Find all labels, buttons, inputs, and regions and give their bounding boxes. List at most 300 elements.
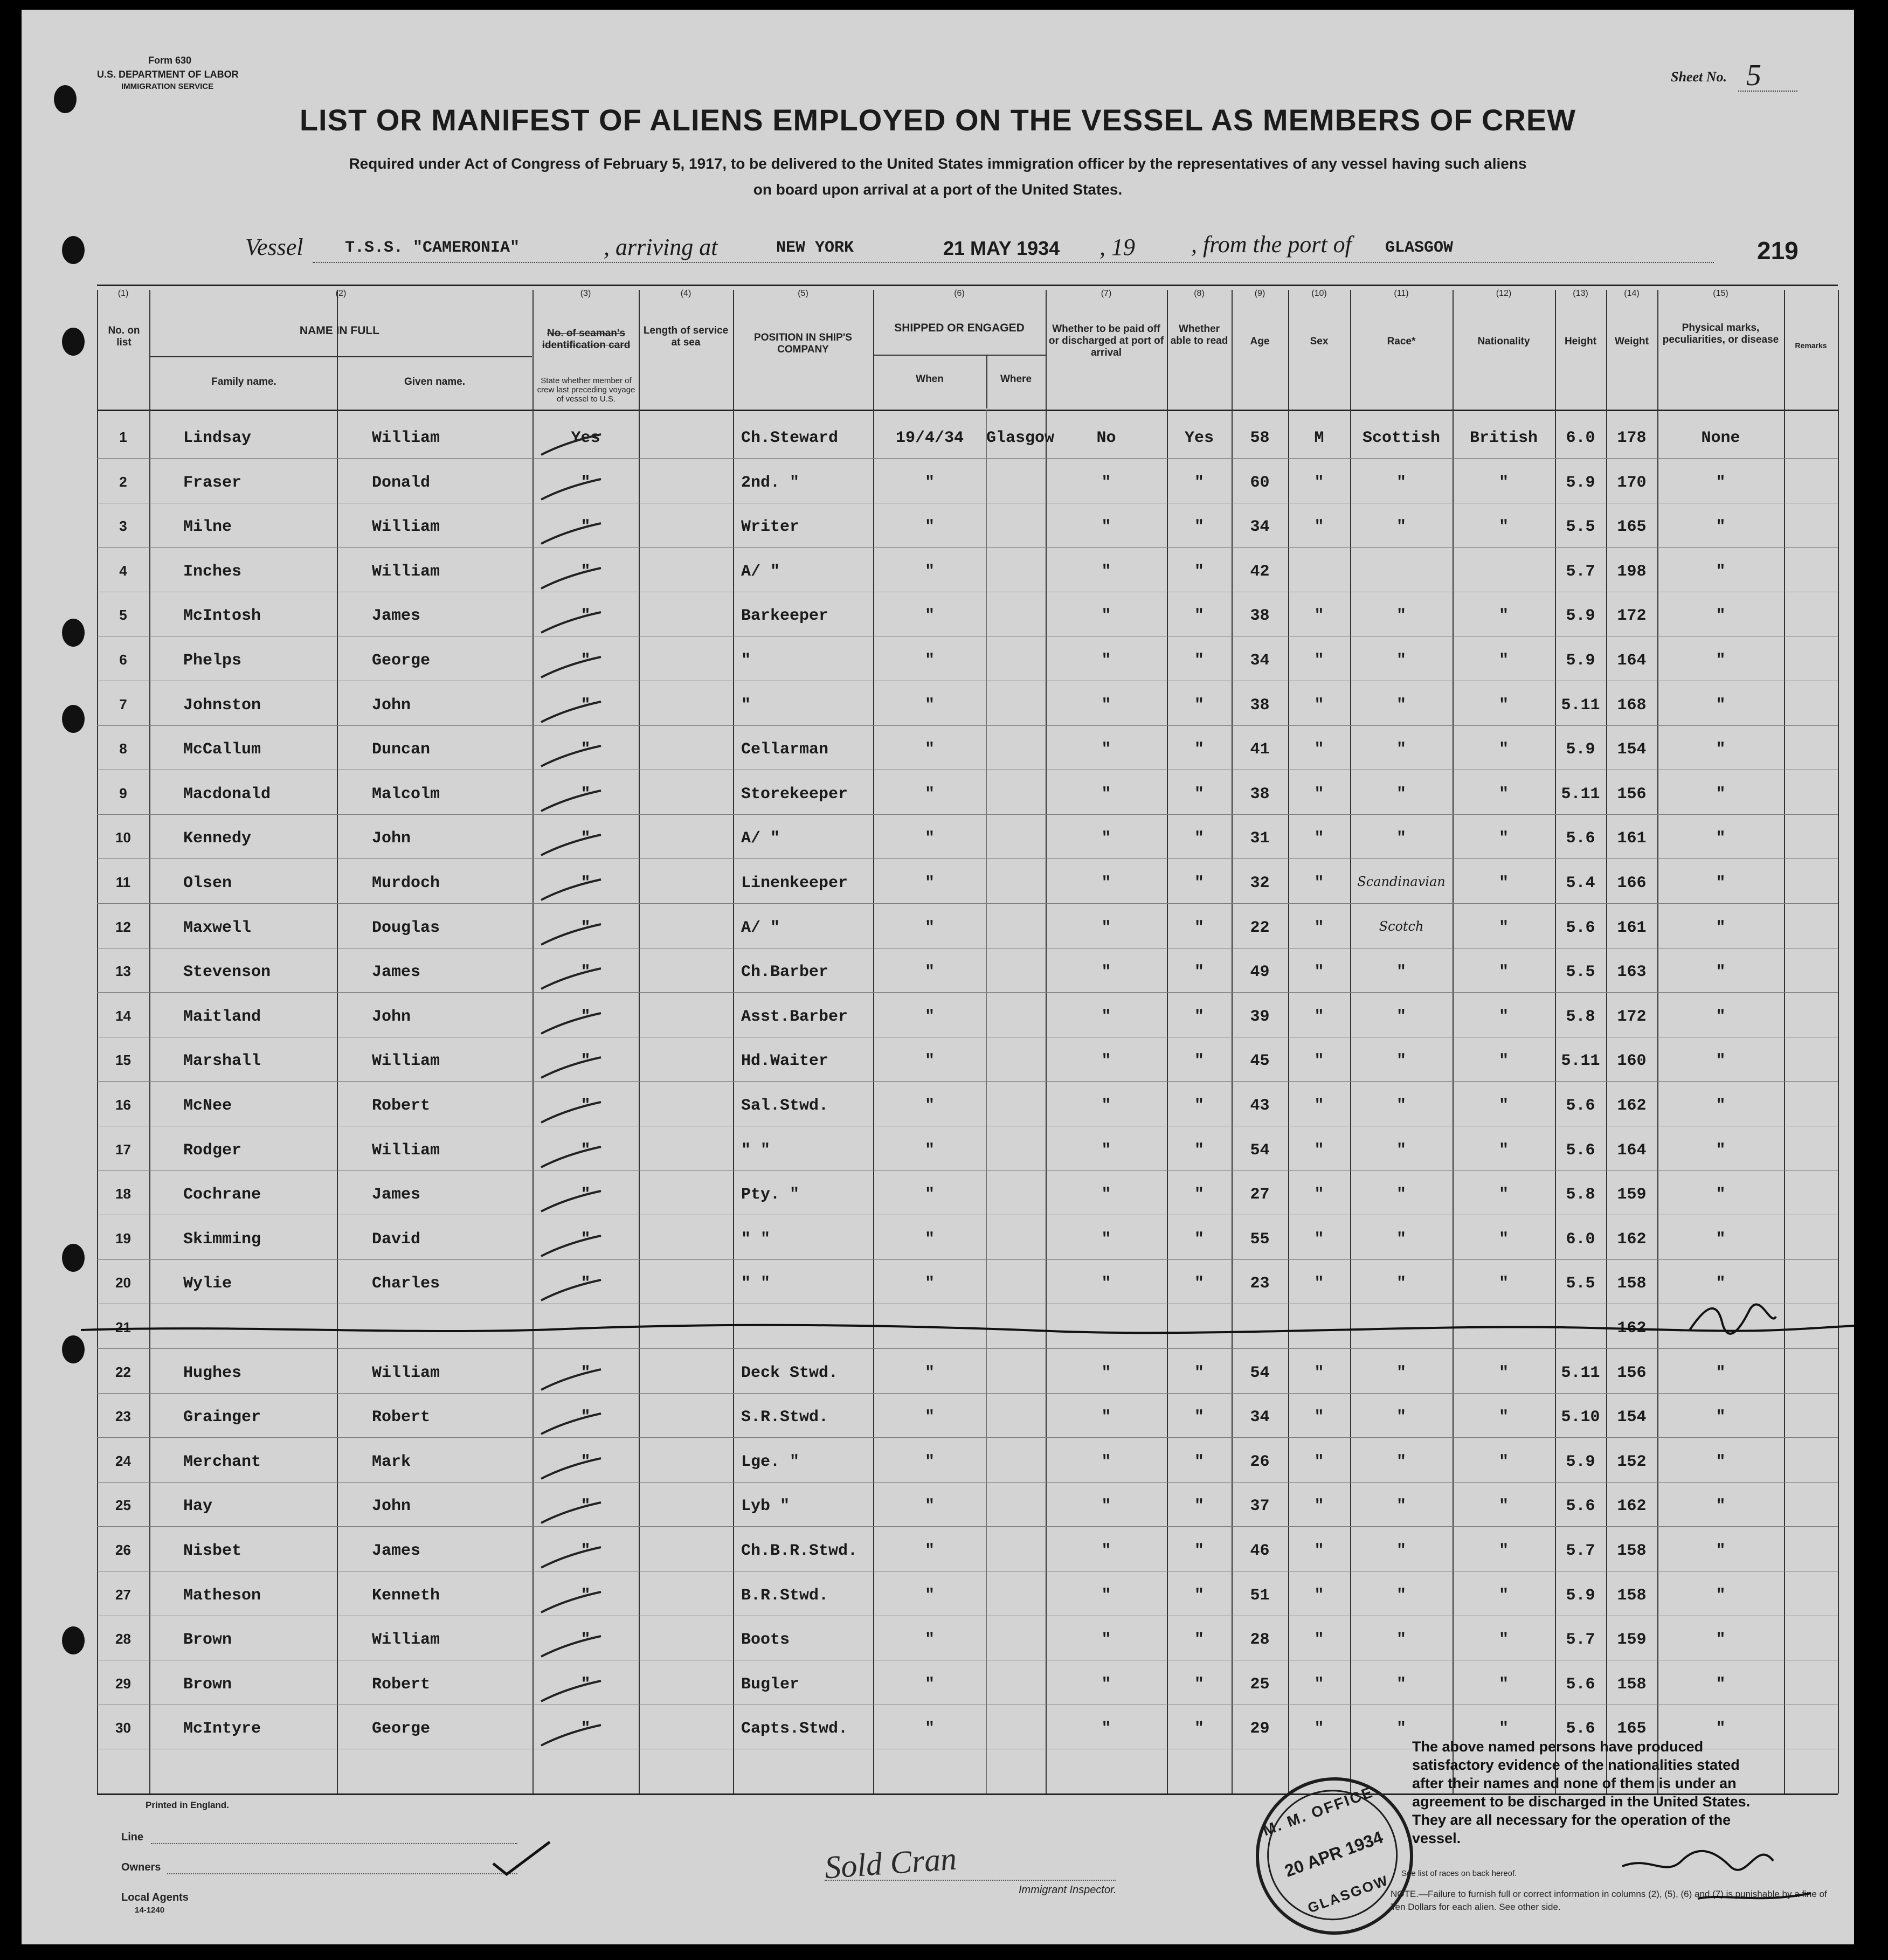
check-stroke-icon xyxy=(539,832,604,858)
row-rule xyxy=(97,1482,1838,1483)
row-2-paid: " xyxy=(1101,474,1111,492)
row-15-pos: Hd.Waiter xyxy=(741,1052,829,1070)
check-stroke-icon xyxy=(539,1188,604,1215)
row-23-nat: " xyxy=(1498,1408,1509,1426)
row-16-sex: " xyxy=(1314,1097,1324,1115)
row-7-race: " xyxy=(1396,696,1406,715)
row-5-no: 5 xyxy=(119,607,127,623)
row-29-wt: 158 xyxy=(1617,1675,1647,1694)
row-6-marks: " xyxy=(1716,652,1726,670)
row-20-when: " xyxy=(924,1275,935,1293)
row-10-paid: " xyxy=(1101,829,1111,848)
row-23-prev: " xyxy=(580,1408,591,1426)
row-18-sex: " xyxy=(1314,1186,1324,1204)
row-1-read: Yes xyxy=(1184,429,1214,447)
header-paid-off: Whether to be paid off or discharged at port of arrival xyxy=(1048,323,1164,358)
inspector-signature: Sold Cran xyxy=(823,1840,958,1886)
shipped-subheader-rule xyxy=(873,355,1046,356)
row-3-no: 3 xyxy=(119,518,127,534)
row-9-no: 9 xyxy=(119,785,127,801)
row-30-no: 30 xyxy=(115,1720,131,1736)
row-1-wt: 178 xyxy=(1617,429,1647,447)
row-29-pos: Bugler xyxy=(741,1675,800,1694)
row-29-given: Robert xyxy=(372,1675,431,1694)
row-6-ht: 5.9 xyxy=(1566,652,1595,670)
row-1-nat: British xyxy=(1469,429,1538,447)
row-7-when: " xyxy=(924,696,935,715)
row-10-nat: " xyxy=(1498,829,1509,848)
row-3-race: " xyxy=(1396,518,1406,536)
row-27-pos: B.R.Stwd. xyxy=(741,1587,829,1605)
row-15-sex: " xyxy=(1314,1052,1324,1070)
row-14-marks: " xyxy=(1716,1008,1726,1026)
row-12-race: Scotch xyxy=(1379,919,1424,934)
check-stroke-icon xyxy=(539,565,604,592)
col-line xyxy=(986,410,987,1793)
header-id-card: No. of seaman's identification card xyxy=(542,328,631,351)
row-13-race: " xyxy=(1396,963,1406,981)
row-27-marks: " xyxy=(1716,1587,1726,1605)
row-8-marks: " xyxy=(1716,740,1726,759)
row-23-family: Grainger xyxy=(183,1408,261,1426)
arriving-label: , arriving at xyxy=(604,234,718,260)
row-3-paid: " xyxy=(1101,518,1111,536)
row-28-race: " xyxy=(1396,1631,1406,1649)
row-1-where: Glasgow xyxy=(986,429,1055,447)
row-27-no: 27 xyxy=(115,1587,131,1603)
check-stroke-icon xyxy=(539,1366,604,1393)
row-12-age: 22 xyxy=(1250,919,1270,937)
row-17-sex: " xyxy=(1314,1141,1324,1160)
row-24-pos: Lge. " xyxy=(741,1453,800,1471)
check-stroke-icon xyxy=(539,1277,604,1304)
row-28-ht: 5.7 xyxy=(1566,1631,1595,1649)
row-26-ht: 5.7 xyxy=(1566,1542,1595,1560)
col-line xyxy=(873,290,874,1793)
row-29-no: 29 xyxy=(115,1675,131,1692)
row-1-when: 19/4/34 xyxy=(895,429,964,447)
row-27-age: 51 xyxy=(1250,1587,1270,1605)
year-label: , 19 xyxy=(1099,234,1135,260)
vessel-label: Vessel xyxy=(245,234,303,260)
row-7-sex: " xyxy=(1314,696,1324,715)
row-17-marks: " xyxy=(1716,1141,1726,1160)
check-stroke-icon xyxy=(539,1455,604,1482)
header-family-name: Family name. xyxy=(211,376,276,387)
row-24-given: Mark xyxy=(372,1453,411,1471)
row-6-wt: 164 xyxy=(1617,652,1647,670)
row-29-marks: " xyxy=(1716,1675,1726,1694)
row-22-age: 54 xyxy=(1250,1364,1270,1382)
sheet-number: 5 xyxy=(1746,59,1761,92)
row-29-read: " xyxy=(1194,1675,1204,1694)
row-2-pos: 2nd. " xyxy=(741,474,800,492)
col-line xyxy=(1167,290,1168,1793)
row-13-nat: " xyxy=(1498,963,1509,981)
row-24-marks: " xyxy=(1716,1453,1726,1471)
owners-underline xyxy=(167,1873,517,1874)
row-5-age: 38 xyxy=(1250,607,1270,625)
row-8-no: 8 xyxy=(119,740,127,757)
row-27-nat: " xyxy=(1498,1587,1509,1605)
row-30-family: McIntyre xyxy=(183,1720,261,1738)
row-16-age: 43 xyxy=(1250,1097,1270,1115)
row-26-pos: Ch.B.R.Stwd. xyxy=(741,1542,858,1560)
row-17-nat: " xyxy=(1498,1141,1509,1160)
row-20-race: " xyxy=(1396,1275,1406,1293)
row-17-ht: 5.6 xyxy=(1566,1141,1595,1160)
row-9-family: Macdonald xyxy=(183,785,271,804)
row-25-prev: " xyxy=(580,1497,591,1515)
row-16-given: Robert xyxy=(372,1097,431,1115)
row-4-family: Inches xyxy=(183,563,242,581)
row-24-no: 24 xyxy=(115,1453,131,1469)
row-30-nat: " xyxy=(1498,1720,1509,1738)
row-25-when: " xyxy=(924,1497,935,1515)
row-16-pos: Sal.Stwd. xyxy=(741,1097,829,1115)
row-9-when: " xyxy=(924,785,935,804)
header-weight: Weight xyxy=(1615,336,1649,347)
row-18-prev: " xyxy=(580,1186,591,1204)
from-label: , from the port of xyxy=(1191,231,1352,258)
row-13-sex: " xyxy=(1314,963,1324,981)
row-15-wt: 160 xyxy=(1617,1052,1647,1070)
header-remarks: Remarks xyxy=(1795,341,1827,350)
row-23-read: " xyxy=(1194,1408,1204,1426)
row-22-when: " xyxy=(924,1364,935,1382)
punch-hole xyxy=(62,1244,85,1272)
row-27-given: Kenneth xyxy=(372,1587,440,1605)
col-line xyxy=(1606,290,1607,1793)
row-rule xyxy=(97,547,1838,548)
check-stroke-icon xyxy=(539,654,604,681)
row-8-wt: 154 xyxy=(1617,740,1647,759)
row-16-no: 16 xyxy=(115,1097,131,1113)
col-line xyxy=(733,290,734,1793)
service: IMMIGRATION SERVICE xyxy=(121,82,214,91)
row-8-prev: " xyxy=(580,740,591,759)
row-9-given: Malcolm xyxy=(372,785,440,804)
row-15-given: William xyxy=(372,1052,440,1070)
col-line xyxy=(1046,290,1047,1793)
row-7-no: 7 xyxy=(119,696,127,712)
row-3-ht: 5.5 xyxy=(1566,518,1595,536)
row-30-read: " xyxy=(1194,1720,1204,1738)
row-22-read: " xyxy=(1194,1364,1204,1382)
header-able-to-read: Whether able to read xyxy=(1170,323,1228,347)
row-15-when: " xyxy=(924,1052,935,1070)
header-no-on-list: No. on list xyxy=(108,325,140,348)
row-7-read: " xyxy=(1194,696,1204,715)
inspector-underline xyxy=(825,1880,1116,1881)
row-15-prev: " xyxy=(580,1052,591,1070)
agents-code: 14-1240 xyxy=(135,1906,165,1915)
row-25-wt: 162 xyxy=(1617,1497,1647,1515)
row-24-prev: " xyxy=(580,1453,591,1471)
col-line xyxy=(1838,290,1839,1793)
row-29-race: " xyxy=(1396,1675,1406,1694)
header-where: Where xyxy=(1000,373,1032,385)
row-8-read: " xyxy=(1194,740,1204,759)
row-19-given: David xyxy=(372,1230,421,1249)
punch-hole xyxy=(62,1626,85,1654)
row-5-read: " xyxy=(1194,607,1204,625)
row-13-when: " xyxy=(924,963,935,981)
row-14-pos: Asst.Barber xyxy=(741,1008,848,1026)
row-17-given: William xyxy=(372,1141,440,1160)
row-3-when: " xyxy=(924,518,935,536)
row-25-family: Hay xyxy=(183,1497,213,1515)
col-line xyxy=(1350,290,1351,1793)
manifest-sheet xyxy=(22,10,1854,1944)
row-16-family: McNee xyxy=(183,1097,232,1115)
col-num: (13) xyxy=(1573,289,1588,298)
row-23-race: " xyxy=(1396,1408,1406,1426)
row-28-when: " xyxy=(924,1631,935,1649)
row-3-family: Milne xyxy=(183,518,232,536)
row-28-family: Brown xyxy=(183,1631,232,1649)
row-25-marks: " xyxy=(1716,1497,1726,1515)
row-13-wt: 163 xyxy=(1617,963,1647,981)
row-rule xyxy=(97,1259,1838,1260)
col-line xyxy=(1555,290,1556,1793)
row-7-ht: 5.11 xyxy=(1561,696,1600,715)
row-26-read: " xyxy=(1194,1542,1204,1560)
col-num: (2) xyxy=(335,289,347,298)
row-1-prev: Yes xyxy=(571,429,600,447)
department: U.S. DEPARTMENT OF LABOR xyxy=(97,69,239,80)
check-mark-icon xyxy=(490,1839,555,1877)
row-11-race: Scandinavian xyxy=(1357,874,1446,889)
row-10-family: Kennedy xyxy=(183,829,252,848)
row-27-wt: 158 xyxy=(1617,1587,1647,1605)
col-line xyxy=(1232,290,1233,1793)
row-7-marks: " xyxy=(1716,696,1726,715)
row-6-paid: " xyxy=(1101,652,1111,670)
col-num: (8) xyxy=(1194,289,1205,298)
row-17-paid: " xyxy=(1101,1141,1111,1160)
row-5-race: " xyxy=(1396,607,1406,625)
row-23-paid: " xyxy=(1101,1408,1111,1426)
row-rule xyxy=(97,1348,1838,1349)
row-15-paid: " xyxy=(1101,1052,1111,1070)
row-16-nat: " xyxy=(1498,1097,1509,1115)
stamp-date: 20 APR 1934 xyxy=(1282,1827,1386,1881)
row-14-race: " xyxy=(1396,1008,1406,1026)
row-27-paid: " xyxy=(1101,1587,1111,1605)
row-18-given: James xyxy=(372,1186,421,1204)
row-7-family: Johnston xyxy=(183,696,261,715)
row-25-age: 37 xyxy=(1250,1497,1270,1515)
row-14-when: " xyxy=(924,1008,935,1026)
col-line xyxy=(97,290,98,1793)
row-3-nat: " xyxy=(1498,518,1509,536)
vessel-name: T.S.S. "CAMERONIA" xyxy=(345,239,520,257)
penalty-note: NOTE.—Failure to furnish full or correct information in columns (2), (5), (6) and (7) is punishable by a fine of Ten Dollars for each alien. See other side. xyxy=(1391,1889,1827,1912)
master-signature xyxy=(1617,1818,1822,1915)
row-2-prev: " xyxy=(580,474,591,492)
row-24-ht: 5.9 xyxy=(1566,1453,1595,1471)
row-2-age: 60 xyxy=(1250,474,1270,492)
row-30-when: " xyxy=(924,1720,935,1738)
row-27-sex: " xyxy=(1314,1587,1324,1605)
row-16-ht: 5.6 xyxy=(1566,1097,1595,1115)
cancellation-line xyxy=(81,1314,1859,1346)
row-28-read: " xyxy=(1194,1631,1204,1649)
row-2-wt: 170 xyxy=(1617,474,1647,492)
row-13-paid: " xyxy=(1101,963,1111,981)
row-12-read: " xyxy=(1194,919,1204,937)
row-11-when: " xyxy=(924,874,935,892)
row-9-paid: " xyxy=(1101,785,1111,804)
row-rule xyxy=(97,1526,1838,1527)
row-26-paid: " xyxy=(1101,1542,1111,1560)
col-num: (11) xyxy=(1394,289,1409,298)
row-7-wt: 168 xyxy=(1617,696,1647,715)
row-26-prev: " xyxy=(580,1542,591,1560)
row-7-pos: " xyxy=(741,696,751,715)
row-24-family: Merchant xyxy=(183,1453,261,1471)
row-19-no: 19 xyxy=(115,1230,131,1246)
row-25-given: John xyxy=(372,1497,411,1515)
row-22-marks: " xyxy=(1716,1364,1726,1382)
row-6-race: " xyxy=(1396,652,1406,670)
row-11-given: Murdoch xyxy=(372,874,440,892)
row-11-family: Olsen xyxy=(183,874,232,892)
row-9-wt: 156 xyxy=(1617,785,1647,804)
row-16-wt: 162 xyxy=(1617,1097,1647,1115)
header-length-of-service: Length of service at sea xyxy=(643,325,729,348)
row-29-ht: 5.6 xyxy=(1566,1675,1595,1694)
row-2-nat: " xyxy=(1498,474,1509,492)
check-stroke-icon xyxy=(539,431,604,458)
row-12-prev: " xyxy=(580,919,591,937)
row-21-wt: 162 xyxy=(1617,1319,1647,1338)
row-6-no: 6 xyxy=(119,652,127,668)
row-20-pos: " " xyxy=(741,1275,771,1293)
row-20-nat: " xyxy=(1498,1275,1509,1293)
row-7-paid: " xyxy=(1101,696,1111,715)
row-11-marks: " xyxy=(1716,874,1726,892)
row-12-family: Maxwell xyxy=(183,919,252,937)
row-4-ht: 5.7 xyxy=(1566,563,1595,581)
row-13-family: Stevenson xyxy=(183,963,271,981)
row-4-paid: " xyxy=(1101,563,1111,581)
col-num: (5) xyxy=(798,289,808,298)
row-11-no: 11 xyxy=(115,874,131,890)
row-12-when: " xyxy=(924,919,935,937)
check-stroke-icon xyxy=(539,698,604,725)
col-line xyxy=(1453,290,1454,1793)
subtitle-line-2: on board upon arrival at a port of the United States. xyxy=(753,181,1123,198)
row-1-paid: No xyxy=(1096,429,1116,447)
col-line xyxy=(639,290,640,1793)
row-7-age: 38 xyxy=(1250,696,1270,715)
row-6-sex: " xyxy=(1314,652,1324,670)
header-sex: Sex xyxy=(1310,336,1329,347)
check-stroke-icon xyxy=(539,787,604,814)
row-20-marks: " xyxy=(1716,1275,1726,1293)
row-1-pos: Ch.Steward xyxy=(741,429,839,447)
row-20-sex: " xyxy=(1314,1275,1324,1293)
row-13-marks: " xyxy=(1716,963,1726,981)
stamp-port: GLASGOW xyxy=(1305,1872,1392,1916)
check-stroke-icon xyxy=(539,1144,604,1171)
header-name-in-full: NAME IN FULL xyxy=(299,324,380,337)
row-4-read: " xyxy=(1194,563,1204,581)
row-17-no: 17 xyxy=(115,1141,131,1158)
row-10-race: " xyxy=(1396,829,1406,848)
line-underline xyxy=(151,1843,517,1844)
col-line xyxy=(1657,290,1658,1793)
row-3-pos: Writer xyxy=(741,518,800,536)
row-26-no: 26 xyxy=(115,1542,131,1558)
row-2-ht: 5.9 xyxy=(1566,474,1595,492)
check-stroke-icon xyxy=(539,1054,604,1081)
row-26-race: " xyxy=(1396,1542,1406,1560)
row-22-pos: Deck Stwd. xyxy=(741,1364,839,1382)
row-30-paid: " xyxy=(1101,1720,1111,1738)
check-stroke-icon xyxy=(539,965,604,992)
row-13-pos: Ch.Barber xyxy=(741,963,829,981)
row-rule xyxy=(97,814,1838,815)
row-4-given: William xyxy=(372,563,440,581)
check-stroke-icon xyxy=(539,1544,604,1571)
row-5-prev: " xyxy=(580,607,591,625)
row-24-paid: " xyxy=(1101,1453,1111,1471)
row-10-when: " xyxy=(924,829,935,848)
row-14-paid: " xyxy=(1101,1008,1111,1026)
check-stroke-icon xyxy=(539,1410,604,1437)
row-28-age: 28 xyxy=(1250,1631,1270,1649)
races-note: See list of races on back hereof. xyxy=(1401,1869,1517,1878)
row-11-ht: 5.4 xyxy=(1566,874,1595,892)
row-9-race: " xyxy=(1396,785,1406,804)
row-19-marks: " xyxy=(1716,1230,1726,1249)
row-30-ht: 5.6 xyxy=(1566,1720,1595,1738)
row-23-wt: 154 xyxy=(1617,1408,1647,1426)
sheet-label: Sheet No. xyxy=(1671,69,1727,85)
row-22-no: 22 xyxy=(115,1364,131,1380)
row-8-paid: " xyxy=(1101,740,1111,759)
row-12-marks: " xyxy=(1716,919,1726,937)
line-label: Line xyxy=(121,1831,144,1843)
page-number: 219 xyxy=(1757,237,1799,265)
row-26-when: " xyxy=(924,1542,935,1560)
row-14-family: Maitland xyxy=(183,1008,261,1026)
row-25-sex: " xyxy=(1314,1497,1324,1515)
row-9-sex: " xyxy=(1314,785,1324,804)
row-12-given: Douglas xyxy=(372,919,440,937)
row-6-nat: " xyxy=(1498,652,1509,670)
row-1-sex: M xyxy=(1314,429,1324,447)
row-29-sex: " xyxy=(1314,1675,1324,1694)
row-30-marks: " xyxy=(1716,1720,1726,1738)
col-num: (1) xyxy=(117,289,129,298)
row-27-read: " xyxy=(1194,1587,1204,1605)
row-24-sex: " xyxy=(1314,1453,1324,1471)
row-20-age: 23 xyxy=(1250,1275,1270,1293)
row-3-read: " xyxy=(1194,518,1204,536)
row-8-given: Duncan xyxy=(372,740,431,759)
row-23-when: " xyxy=(924,1408,935,1426)
row-18-when: " xyxy=(924,1186,935,1204)
col-num: (6) xyxy=(954,289,965,298)
row-20-prev: " xyxy=(580,1275,591,1293)
row-19-race: " xyxy=(1396,1230,1406,1249)
row-30-age: 29 xyxy=(1250,1720,1270,1738)
row-19-paid: " xyxy=(1101,1230,1111,1249)
